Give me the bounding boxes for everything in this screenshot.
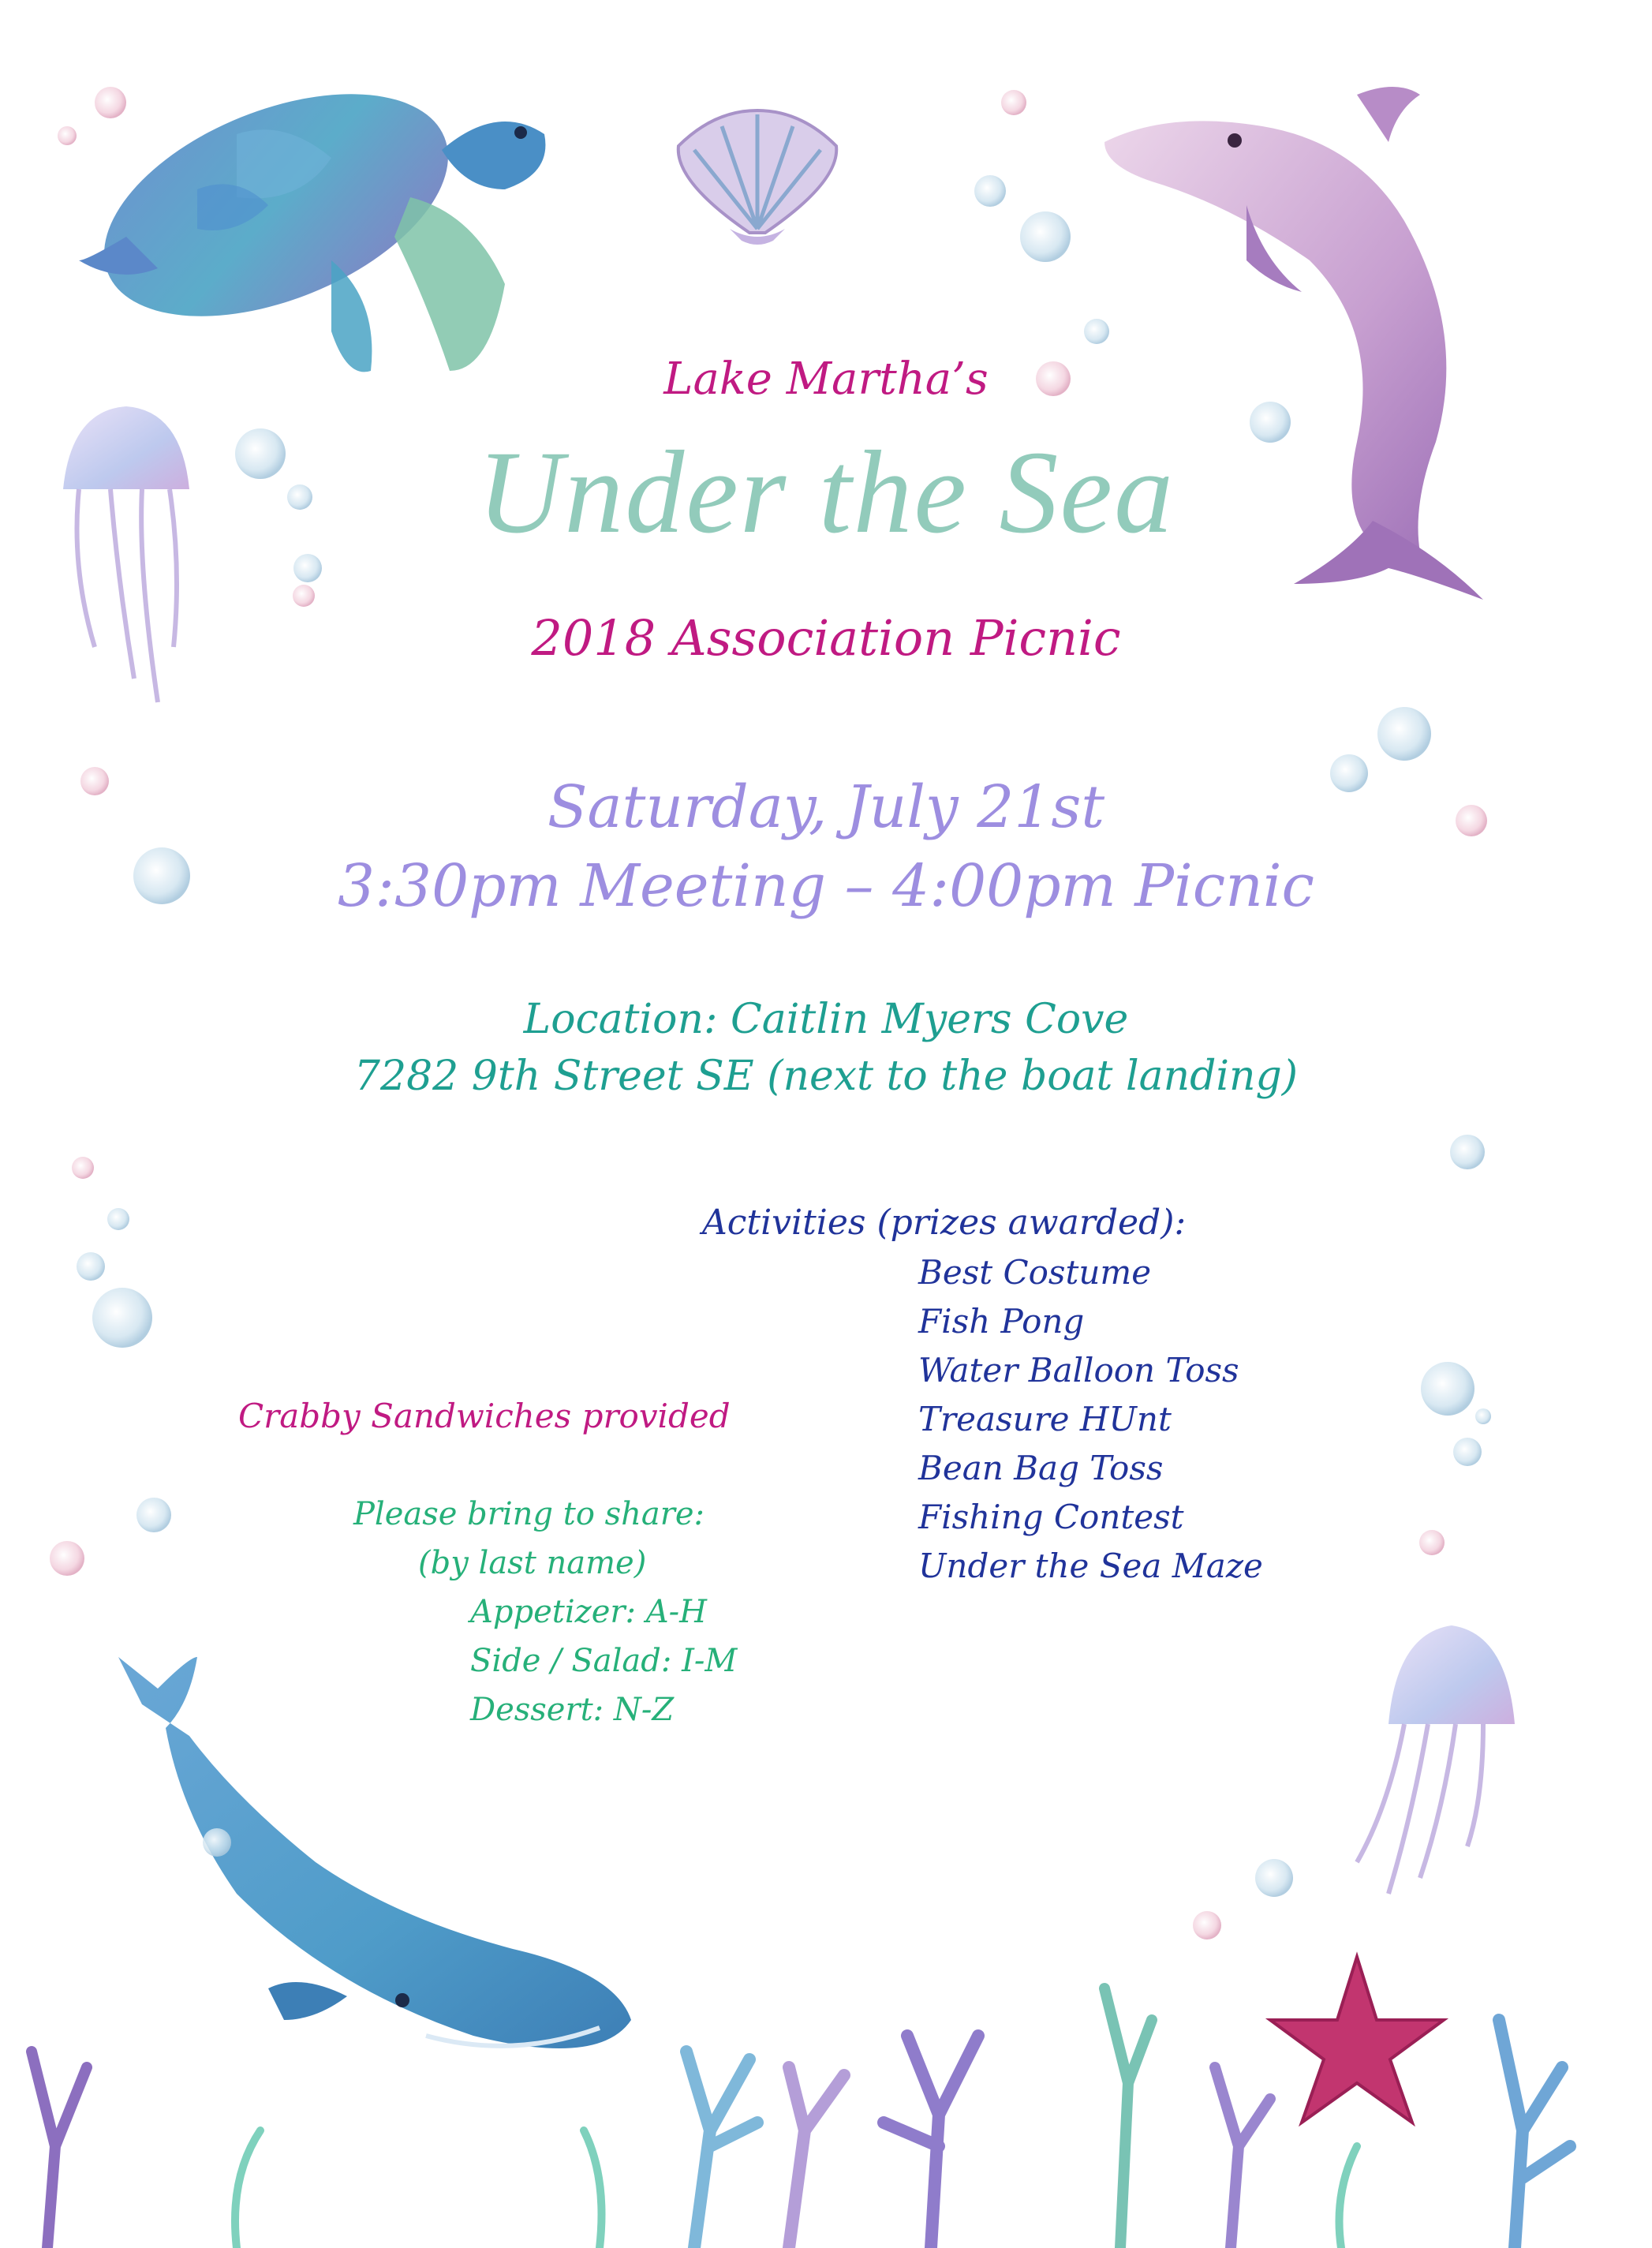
dish-assignment: Appetizer: A-H <box>470 1594 707 1630</box>
food-provided: Crabby Sandwiches provided <box>238 1397 731 1435</box>
activity-item: Bean Bag Toss <box>918 1449 1164 1487</box>
dish-assignment: Dessert: N-Z <box>470 1692 675 1728</box>
activity-item: Best Costume <box>918 1253 1152 1292</box>
pre-title: Lake Martha’s <box>663 353 989 405</box>
activity-item: Fishing Contest <box>918 1498 1184 1536</box>
dish-assignment: Side / Salad: I-M <box>470 1643 738 1679</box>
activity-item: Fish Pong <box>918 1302 1085 1341</box>
bring-to-share: Please bring to share: <box>353 1496 705 1532</box>
jellyfish-illustration-right <box>1357 1625 1515 1894</box>
activity-item: Treasure HUnt <box>918 1400 1172 1438</box>
activities-heading: Activities (prizes awarded): <box>702 1203 1187 1243</box>
location-address: 7282 9th Street SE (next to the boat landing) <box>353 1053 1299 1100</box>
location-name: Location: Caitlin Myers Cove <box>523 996 1129 1043</box>
subtitle: 2018 Association Picnic <box>531 609 1121 667</box>
starfish-illustration <box>1270 1957 1444 2123</box>
event-date: Saturday, July 21st <box>547 773 1105 841</box>
event-time: 3:30pm Meeting – 4:00pm Picnic <box>338 852 1314 920</box>
sea-turtle-illustration <box>73 50 546 372</box>
seashell-illustration <box>678 110 837 245</box>
page-title: Under the Sea <box>477 427 1175 558</box>
activity-item: Under the Sea Maze <box>918 1547 1263 1585</box>
bring-by-last-name: (by last name) <box>418 1545 647 1581</box>
activity-item: Water Balloon Toss <box>918 1351 1239 1390</box>
